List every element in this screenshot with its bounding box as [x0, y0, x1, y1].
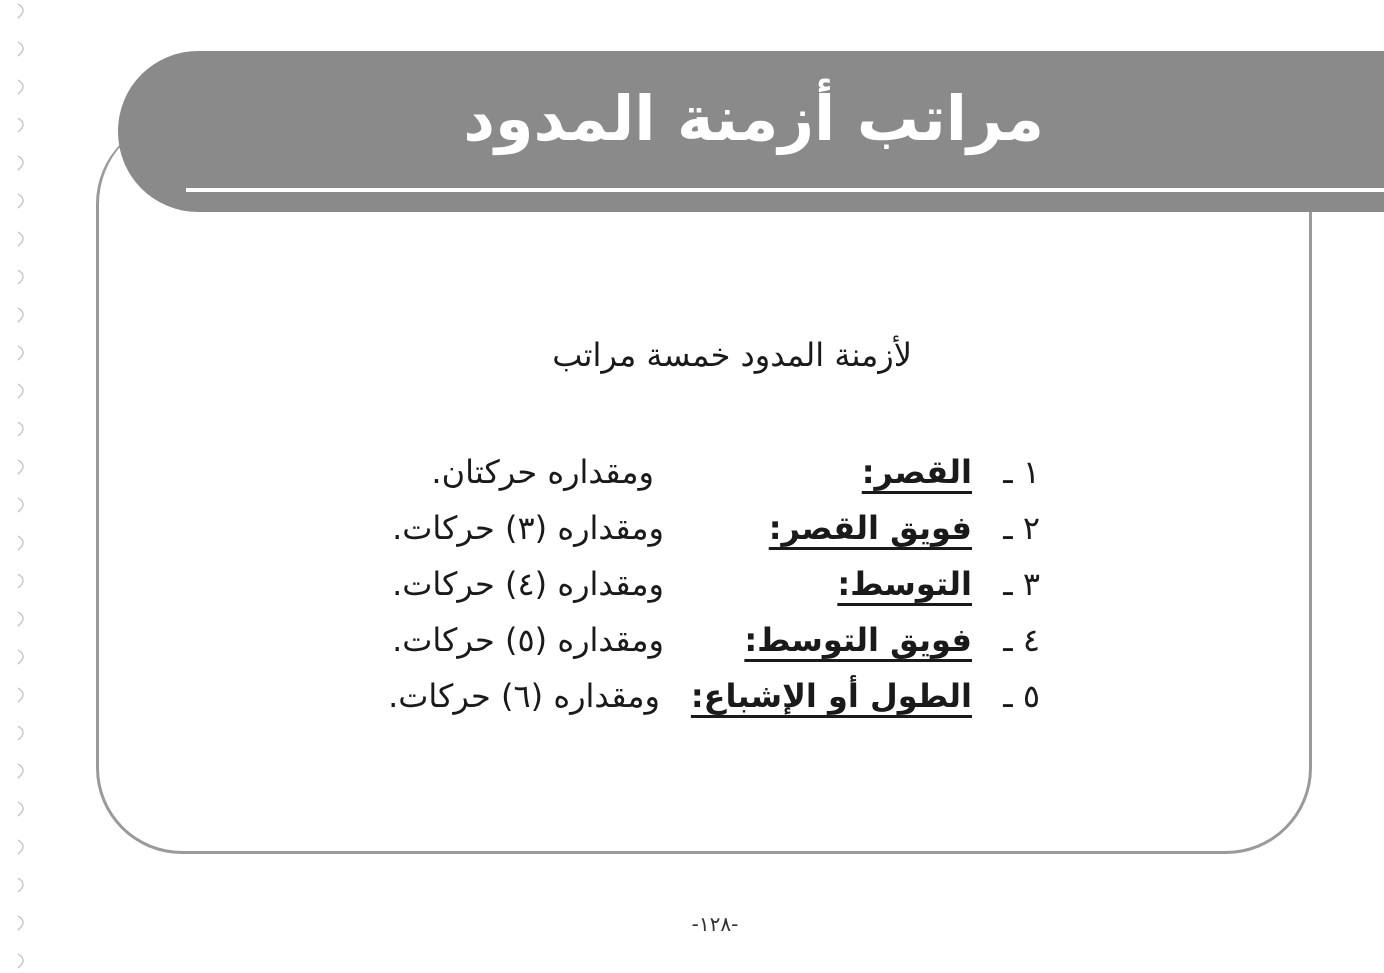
item-term: القصر: — [861, 453, 972, 491]
item-term: فويق التوسط: — [744, 621, 972, 659]
item-number: ٤ ـ — [1003, 621, 1040, 659]
intro-text: لأزمنة المدود خمسة مراتب — [552, 336, 912, 374]
item-number: ٢ ـ — [1003, 509, 1040, 547]
item-term: فويق القصر: — [768, 509, 972, 547]
list-item — [300, 670, 1040, 726]
item-term: الطول أو الإشباع: — [690, 677, 972, 715]
page-title: مراتب أزمنة المدود — [463, 82, 1044, 155]
item-term: التوسط: — [837, 565, 972, 603]
header-divider — [186, 188, 1384, 192]
item-amount: ومقداره (٥) حركات. — [392, 621, 664, 659]
item-amount: ومقداره (٣) حركات. — [392, 509, 664, 547]
page-number: -١٢٨- — [691, 912, 739, 936]
list-item — [300, 446, 1040, 502]
spiral-binding — [14, 0, 38, 973]
list-item — [300, 558, 1040, 614]
item-amount: ومقداره (٦) حركات. — [388, 677, 660, 715]
ranks-list — [300, 446, 1040, 726]
item-number: ٥ ـ — [1003, 677, 1040, 715]
list-item — [300, 614, 1040, 670]
item-amount: ومقداره (٤) حركات. — [392, 565, 664, 603]
item-number: ١ ـ — [1003, 453, 1040, 491]
item-amount: ومقداره حركتان. — [431, 453, 654, 491]
binding-marks-icon — [14, 0, 38, 973]
item-number: ٣ ـ — [1003, 565, 1040, 603]
list-item — [300, 502, 1040, 558]
